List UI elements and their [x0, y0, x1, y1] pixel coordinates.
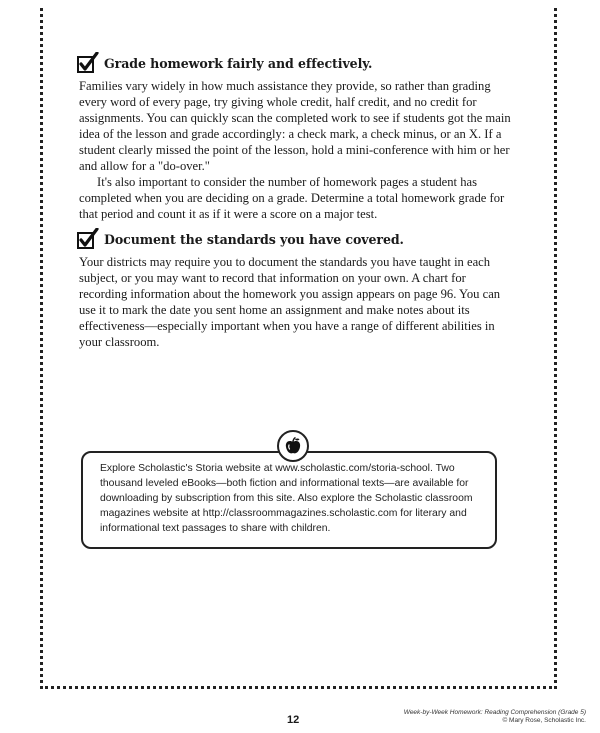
paragraph: It's also important to consider the number of homework pages a student has completed when you are deciding on a grade. Determine a total homework grade for that period and count it as if it were a score on a major test.	[79, 175, 505, 221]
apple-icon	[277, 430, 309, 462]
main-content	[79, 52, 513, 350]
section-heading	[77, 52, 513, 74]
page-number: 12	[287, 714, 300, 726]
callout-text: Explore Scholastic's Storia website at www.scholastic.com/storia-school. Two thousand leveled eBooks—both fiction and informational texts—are available for downloading by subscription from this site. Also explore the Scholastic classroom magazines website at http://classroommagazines.scholastic.com for literary and informational text passages to share with children.	[100, 463, 473, 534]
section-title: Document the standards you have covered.	[104, 231, 404, 247]
section-title: Grade homework fairly and effectively.	[104, 55, 373, 71]
checkbox-check-icon	[77, 228, 99, 250]
paragraph: Your districts may require you to document the standards you have taught in each subject, or you may want to record that information on your own. A chart for recording information about the homework you assign appears on page 96. You can use it to mark the date you sent home an assignment and make notes about its effectiveness—especially important when you have a range of different abilities in your classroom.	[79, 255, 501, 349]
copyright: © Mary Rose, Scholastic Inc.	[502, 717, 586, 724]
checkbox-check-icon	[77, 52, 99, 74]
section-heading	[77, 228, 513, 250]
footer-credit	[404, 709, 586, 725]
book-title: Week-by-Week Homework: Reading Comprehension (Grade 5)	[403, 709, 586, 716]
tip-callout-box	[81, 451, 497, 549]
paragraph: Families vary widely in how much assistance they provide, so rather than grading every word of every page, try giving whole credit, half credit, and no credit for assignments. You can quickly scan the completed work to see if students got the main idea of the lesson and grade accordingly: a check mark, a check minus, or an X. If a student clearly missed the point of the lesson, hold a mini-conference with him or her and allow for a "do-over."	[79, 79, 511, 173]
